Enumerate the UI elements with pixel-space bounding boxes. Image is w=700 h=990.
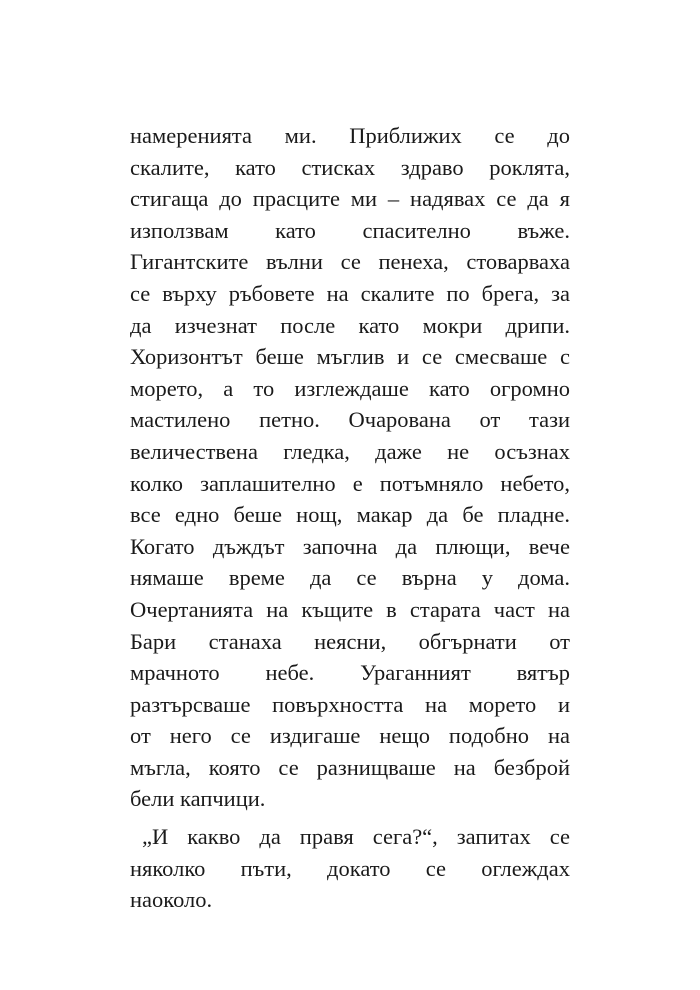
text-line: използвам като спасително въже. xyxy=(130,217,570,243)
text-line: намеренията ми. Приближих се до xyxy=(130,123,570,148)
text-line: няколко пъти, докато се оглеждах xyxy=(130,855,570,881)
text-line: мастилено петно. Очарована от тази xyxy=(130,407,570,433)
text-line: наоколо. xyxy=(130,887,213,913)
text-line: Очертанията на къщите в старата част на xyxy=(130,596,570,622)
text-line: се върху ръбовете на скалите по брега, за xyxy=(130,280,570,306)
text-line: от него се издигаше нещо подобно на xyxy=(130,723,570,749)
text-line: мрачното небе. Ураганният вятър xyxy=(130,660,570,686)
text-line: скалите, като стисках здраво роклята, xyxy=(130,154,570,180)
text-line: величествена гледка, даже не осъзнах xyxy=(130,438,570,464)
text-line: все едно беше нощ, макар да бе пладне. xyxy=(130,502,570,528)
text-line: мъгла, която се разнищваше на безброй xyxy=(130,754,570,780)
text-line: „И какво да правя сега?“, запитах се xyxy=(142,824,570,850)
page-text xyxy=(130,120,570,916)
paragraph-1 xyxy=(130,120,570,815)
text-line: Гигантските вълни се пенеха, стоварваха xyxy=(130,249,570,275)
text-line: да изчезнат после като мокри дрипи. xyxy=(130,312,570,338)
text-line: морето, а то изглеждаше като огромно xyxy=(130,375,570,401)
paragraph-2 xyxy=(130,821,570,916)
text-line: Когато дъждът започна да плющи, вече xyxy=(130,533,570,559)
text-line: разтърсваше повърхността на морето и xyxy=(130,691,570,717)
text-line: бели капчици. xyxy=(130,786,266,812)
text-line: Хоризонтът беше мъглив и се смесваше с xyxy=(130,344,570,370)
text-line: Бари станаха неясни, обгърнати от xyxy=(130,628,570,654)
text-line: нямаше време да се върна у дома. xyxy=(130,565,570,591)
text-line: колко заплашително е потъмняло небето, xyxy=(130,470,570,496)
text-line: стигаща до прасците ми – надявах се да я xyxy=(130,186,570,212)
